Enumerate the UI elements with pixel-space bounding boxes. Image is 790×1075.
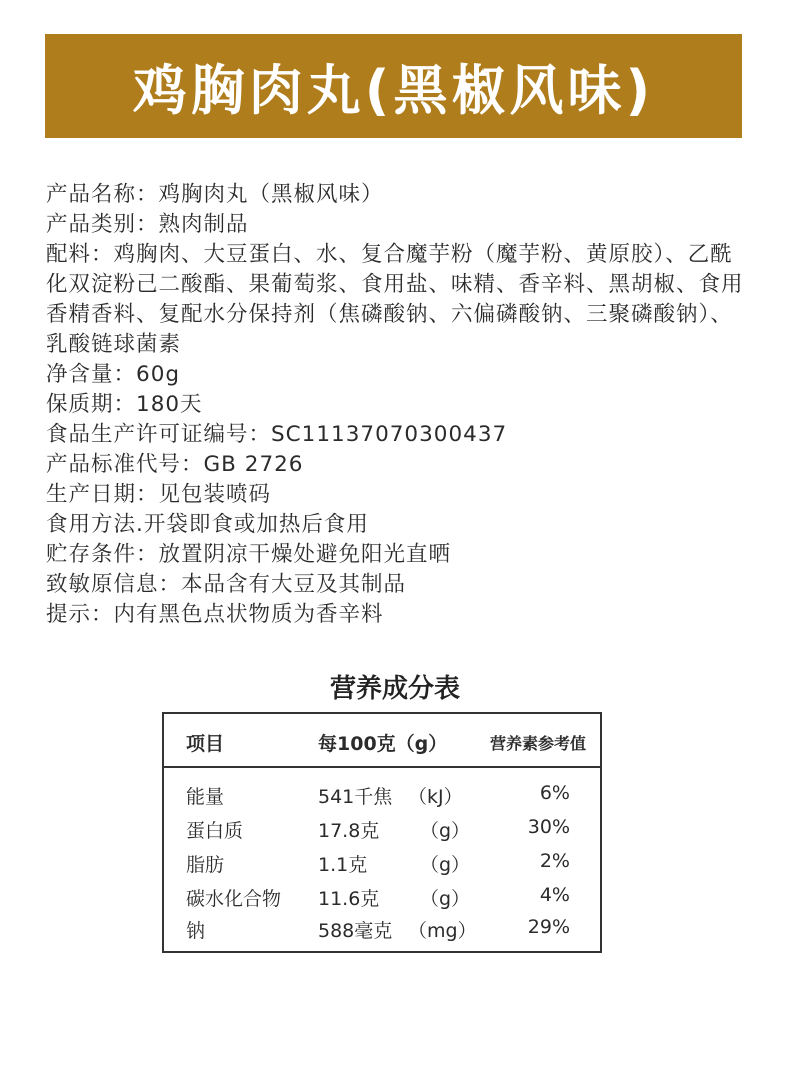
table-row	[164, 884, 600, 918]
info-value: 鸡胸肉、大豆蛋白、水、复合魔芋粉（魔芋粉、黄原胶）、乙酰化双淀粉己二酸酯、果葡萄浆、食用盐、味精、香辛料、黑胡椒、食用香精香料、复配水分保持剂（焦磷酸钠、六偏磷酸钠、三聚磷酸钠）、乳酸链球菌素	[46, 242, 744, 357]
header-per-100g: 每100克（g）	[318, 733, 448, 755]
nutrient-nrv: 30%	[527, 816, 570, 838]
nutrient-name: 钠	[186, 920, 206, 942]
info-label: 产品名称：	[46, 182, 159, 207]
info-line-production-date	[46, 480, 746, 510]
info-label: 产品标准代号：	[46, 452, 204, 477]
nutrient-nrv: 29%	[527, 916, 570, 938]
info-label: 致敏原信息：	[46, 572, 182, 597]
nutrition-table-title: 营养成分表	[329, 674, 460, 704]
info-label: 生产日期：	[46, 482, 159, 507]
info-line-license	[46, 420, 746, 450]
nutrient-amount: 588毫克	[318, 920, 393, 942]
product-info	[46, 180, 746, 630]
info-value: 熟肉制品	[158, 212, 249, 237]
nutrient-nrv: 4%	[539, 884, 570, 906]
info-line-net-content	[46, 360, 746, 390]
info-line-storage	[46, 540, 746, 570]
info-value: GB 2726	[203, 452, 304, 477]
nutrient-unit: （g）	[420, 854, 471, 876]
info-line-name	[46, 180, 746, 210]
nutrient-unit: （kJ）	[408, 786, 463, 808]
info-value: 开袋即食或加热后食用	[143, 512, 369, 537]
info-value: 60g	[136, 362, 181, 387]
info-line-tip	[46, 600, 746, 630]
nutrient-nrv: 2%	[539, 850, 570, 872]
nutrient-unit: （g）	[420, 820, 471, 842]
info-line-allergen	[46, 570, 746, 600]
info-value: 鸡胸肉丸（黑椒风味）	[158, 182, 384, 207]
header-item: 项目	[186, 733, 225, 755]
info-label: 食用方法.	[46, 512, 144, 537]
info-line-ingredients	[46, 240, 746, 360]
product-title: 鸡胸肉丸(黑椒风味)	[132, 58, 655, 122]
info-label: 配料：	[46, 242, 114, 267]
info-label: 产品类别：	[46, 212, 159, 237]
nutrient-name: 能量	[186, 786, 225, 808]
nutrient-name: 碳水化合物	[186, 888, 282, 910]
info-value: 180天	[136, 392, 203, 417]
nutrition-table	[162, 712, 602, 953]
table-row	[164, 816, 600, 850]
nutrient-name: 蛋白质	[186, 820, 244, 842]
info-line-standard	[46, 450, 746, 480]
info-value: SC11137070300437	[271, 422, 508, 447]
info-label: 保质期：	[46, 392, 137, 417]
header-nrv: 营养素参考值	[490, 734, 587, 753]
info-value: 放置阴凉干燥处避免阳光直晒	[158, 542, 452, 567]
info-value: 见包装喷码	[158, 482, 272, 507]
info-label: 食品生产许可证编号：	[46, 422, 272, 447]
nutrient-amount: 17.8克	[318, 820, 380, 842]
info-label: 贮存条件：	[46, 542, 159, 567]
info-line-shelf-life	[46, 390, 746, 420]
title-banner	[45, 34, 742, 138]
nutrient-unit: （mg）	[408, 920, 477, 942]
nutrient-amount: 11.6克	[318, 888, 380, 910]
info-line-category	[46, 210, 746, 240]
nutrient-amount: 1.1克	[318, 854, 368, 876]
nutrient-nrv: 6%	[539, 782, 570, 804]
info-line-usage	[46, 510, 746, 540]
nutrient-amount: 541千焦	[318, 786, 393, 808]
table-row	[164, 782, 600, 816]
info-value: 内有黑色点状物质为香辛料	[113, 602, 384, 627]
table-row	[164, 850, 600, 884]
nutrient-name: 脂肪	[186, 854, 225, 876]
info-label: 提示：	[46, 602, 114, 627]
nutrition-table-header	[164, 714, 600, 768]
info-value: 本品含有大豆及其制品	[181, 572, 407, 597]
table-row	[164, 916, 600, 950]
info-label: 净含量：	[46, 362, 137, 387]
nutrient-unit: （g）	[420, 888, 471, 910]
